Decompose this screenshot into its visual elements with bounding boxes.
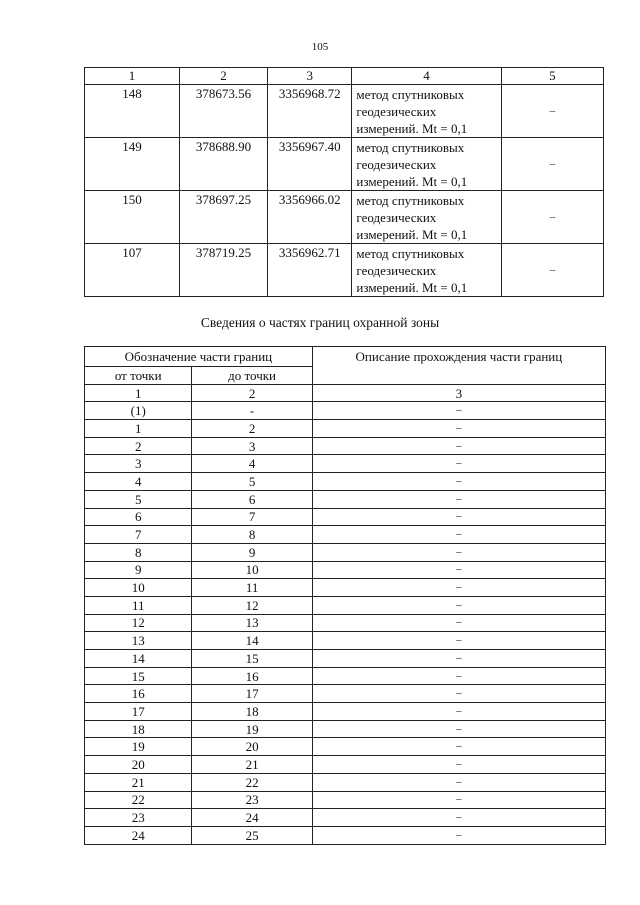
- to-point-cell: 11: [192, 579, 312, 597]
- to-point-cell: 5: [192, 473, 312, 491]
- table-row: [85, 437, 606, 455]
- description-cell: –: [312, 826, 605, 844]
- table-row: [85, 543, 606, 561]
- from-point-cell: 9: [85, 561, 192, 579]
- from-point-cell: 14: [85, 650, 192, 668]
- to-point-cell: 13: [192, 614, 312, 632]
- to-point-cell: 12: [192, 596, 312, 614]
- description-cell: –: [312, 490, 605, 508]
- description-cell: –: [312, 437, 605, 455]
- note-cell: –: [501, 191, 603, 244]
- from-point-cell: 6: [85, 508, 192, 526]
- section-title: Сведения о частях границ охранной зоны: [200, 315, 440, 330]
- table-row: [85, 455, 606, 473]
- from-point-cell: 7: [85, 526, 192, 544]
- page-number: 105: [311, 41, 329, 53]
- table-row: [85, 244, 604, 297]
- note-cell: –: [501, 138, 603, 191]
- point-number-cell: 150: [85, 191, 180, 244]
- method-cell: метод спутниковых геодезических измерений. Mt = 0,1: [352, 244, 501, 297]
- to-point-cell: 18: [192, 703, 312, 721]
- table-row: [85, 473, 606, 491]
- to-point-cell: 10: [192, 561, 312, 579]
- description-cell: –: [312, 791, 605, 809]
- description-cell: –: [312, 756, 605, 774]
- to-point-cell: 24: [192, 809, 312, 827]
- note-cell: –: [501, 85, 603, 138]
- table-row: [85, 138, 604, 191]
- to-point-cell: 19: [192, 720, 312, 738]
- table-row: [85, 508, 606, 526]
- description-cell: –: [312, 561, 605, 579]
- to-point-cell: 3: [192, 437, 312, 455]
- table-row: [85, 561, 606, 579]
- from-point-cell: 1: [85, 420, 192, 438]
- table-row: [85, 191, 604, 244]
- table-row: [85, 667, 606, 685]
- column-header: 2: [179, 68, 267, 85]
- to-point-cell: 22: [192, 773, 312, 791]
- from-point-cell: 10: [85, 579, 192, 597]
- to-point-cell: 15: [192, 650, 312, 668]
- to-point-header: до точки: [192, 367, 312, 385]
- to-point-cell: 4: [192, 455, 312, 473]
- table-row: [85, 650, 606, 668]
- point-number-cell: 148: [85, 85, 180, 138]
- from-point-cell: 22: [85, 791, 192, 809]
- description-cell: –: [312, 685, 605, 703]
- table-row: [85, 720, 606, 738]
- column-number: 3: [312, 384, 605, 402]
- description-cell: –: [312, 667, 605, 685]
- table-row: [85, 490, 606, 508]
- description-cell: –: [312, 809, 605, 827]
- from-point-cell: (1): [85, 402, 192, 420]
- to-point-cell: -: [192, 402, 312, 420]
- to-point-cell: 20: [192, 738, 312, 756]
- to-point-cell: 16: [192, 667, 312, 685]
- to-point-cell: 8: [192, 526, 312, 544]
- column-number: 2: [192, 384, 312, 402]
- from-point-cell: 2: [85, 437, 192, 455]
- from-point-cell: 16: [85, 685, 192, 703]
- x-coordinate-cell: 378673.56: [179, 85, 267, 138]
- table-row: [85, 402, 606, 420]
- from-point-cell: 23: [85, 809, 192, 827]
- description-cell: –: [312, 543, 605, 561]
- from-point-cell: 17: [85, 703, 192, 721]
- description-cell: –: [312, 738, 605, 756]
- description-cell: –: [312, 596, 605, 614]
- to-point-cell: 14: [192, 632, 312, 650]
- table-row: [85, 773, 606, 791]
- table-row: [85, 614, 606, 632]
- table-row: [85, 826, 606, 844]
- description-cell: –: [312, 720, 605, 738]
- column-header: 3: [268, 68, 352, 85]
- description-cell: –: [312, 650, 605, 668]
- x-coordinate-cell: 378688.90: [179, 138, 267, 191]
- table-row: [85, 809, 606, 827]
- to-point-cell: 9: [192, 543, 312, 561]
- from-point-cell: 4: [85, 473, 192, 491]
- y-coordinate-cell: 3356967.40: [268, 138, 352, 191]
- method-cell: метод спутниковых геодезических измерений. Mt = 0,1: [352, 138, 501, 191]
- description-cell: –: [312, 526, 605, 544]
- y-coordinate-cell: 3356968.72: [268, 85, 352, 138]
- column-header: 5: [501, 68, 603, 85]
- table-row: [85, 703, 606, 721]
- table-row: [85, 85, 604, 138]
- to-point-cell: 17: [192, 685, 312, 703]
- description-cell: –: [312, 508, 605, 526]
- table-row: [85, 420, 606, 438]
- description-cell: –: [312, 773, 605, 791]
- coordinates-table: [84, 67, 604, 297]
- x-coordinate-cell: 378697.25: [179, 191, 267, 244]
- from-point-cell: 19: [85, 738, 192, 756]
- from-point-cell: 13: [85, 632, 192, 650]
- description-cell: –: [312, 632, 605, 650]
- to-point-cell: 25: [192, 826, 312, 844]
- table-row: [85, 791, 606, 809]
- description-cell: –: [312, 473, 605, 491]
- from-point-cell: 15: [85, 667, 192, 685]
- from-point-cell: 12: [85, 614, 192, 632]
- to-point-cell: 23: [192, 791, 312, 809]
- designation-header: Обозначение части границ: [85, 347, 313, 367]
- description-header: Описание прохождения части границ: [312, 347, 605, 385]
- description-cell: –: [312, 579, 605, 597]
- from-point-cell: 18: [85, 720, 192, 738]
- description-cell: –: [312, 703, 605, 721]
- point-number-cell: 149: [85, 138, 180, 191]
- column-header: 4: [352, 68, 501, 85]
- x-coordinate-cell: 378719.25: [179, 244, 267, 297]
- method-cell: метод спутниковых геодезических измерений. Mt = 0,1: [352, 191, 501, 244]
- description-cell: –: [312, 402, 605, 420]
- table-row: [85, 738, 606, 756]
- to-point-cell: 7: [192, 508, 312, 526]
- to-point-cell: 2: [192, 420, 312, 438]
- from-point-cell: 24: [85, 826, 192, 844]
- boundary-parts-table: [84, 346, 606, 845]
- note-cell: –: [501, 244, 603, 297]
- column-number: 1: [85, 384, 192, 402]
- table-row: [85, 526, 606, 544]
- from-point-cell: 21: [85, 773, 192, 791]
- y-coordinate-cell: 3356966.02: [268, 191, 352, 244]
- y-coordinate-cell: 3356962.71: [268, 244, 352, 297]
- from-point-cell: 3: [85, 455, 192, 473]
- description-cell: –: [312, 455, 605, 473]
- table-row: [85, 685, 606, 703]
- to-point-cell: 6: [192, 490, 312, 508]
- from-point-cell: 5: [85, 490, 192, 508]
- from-point-header: от точки: [85, 367, 192, 385]
- method-cell: метод спутниковых геодезических измерений. Mt = 0,1: [352, 85, 501, 138]
- from-point-cell: 8: [85, 543, 192, 561]
- description-cell: –: [312, 420, 605, 438]
- table-row: [85, 632, 606, 650]
- from-point-cell: 20: [85, 756, 192, 774]
- description-cell: –: [312, 614, 605, 632]
- column-numbers-row: [85, 384, 606, 402]
- table-row: [85, 756, 606, 774]
- point-number-cell: 107: [85, 244, 180, 297]
- column-header: 1: [85, 68, 180, 85]
- to-point-cell: 21: [192, 756, 312, 774]
- table-row: [85, 596, 606, 614]
- boundary-table-header-row: [85, 347, 606, 367]
- table-row: [85, 579, 606, 597]
- coordinates-table-header: [85, 68, 604, 85]
- from-point-cell: 11: [85, 596, 192, 614]
